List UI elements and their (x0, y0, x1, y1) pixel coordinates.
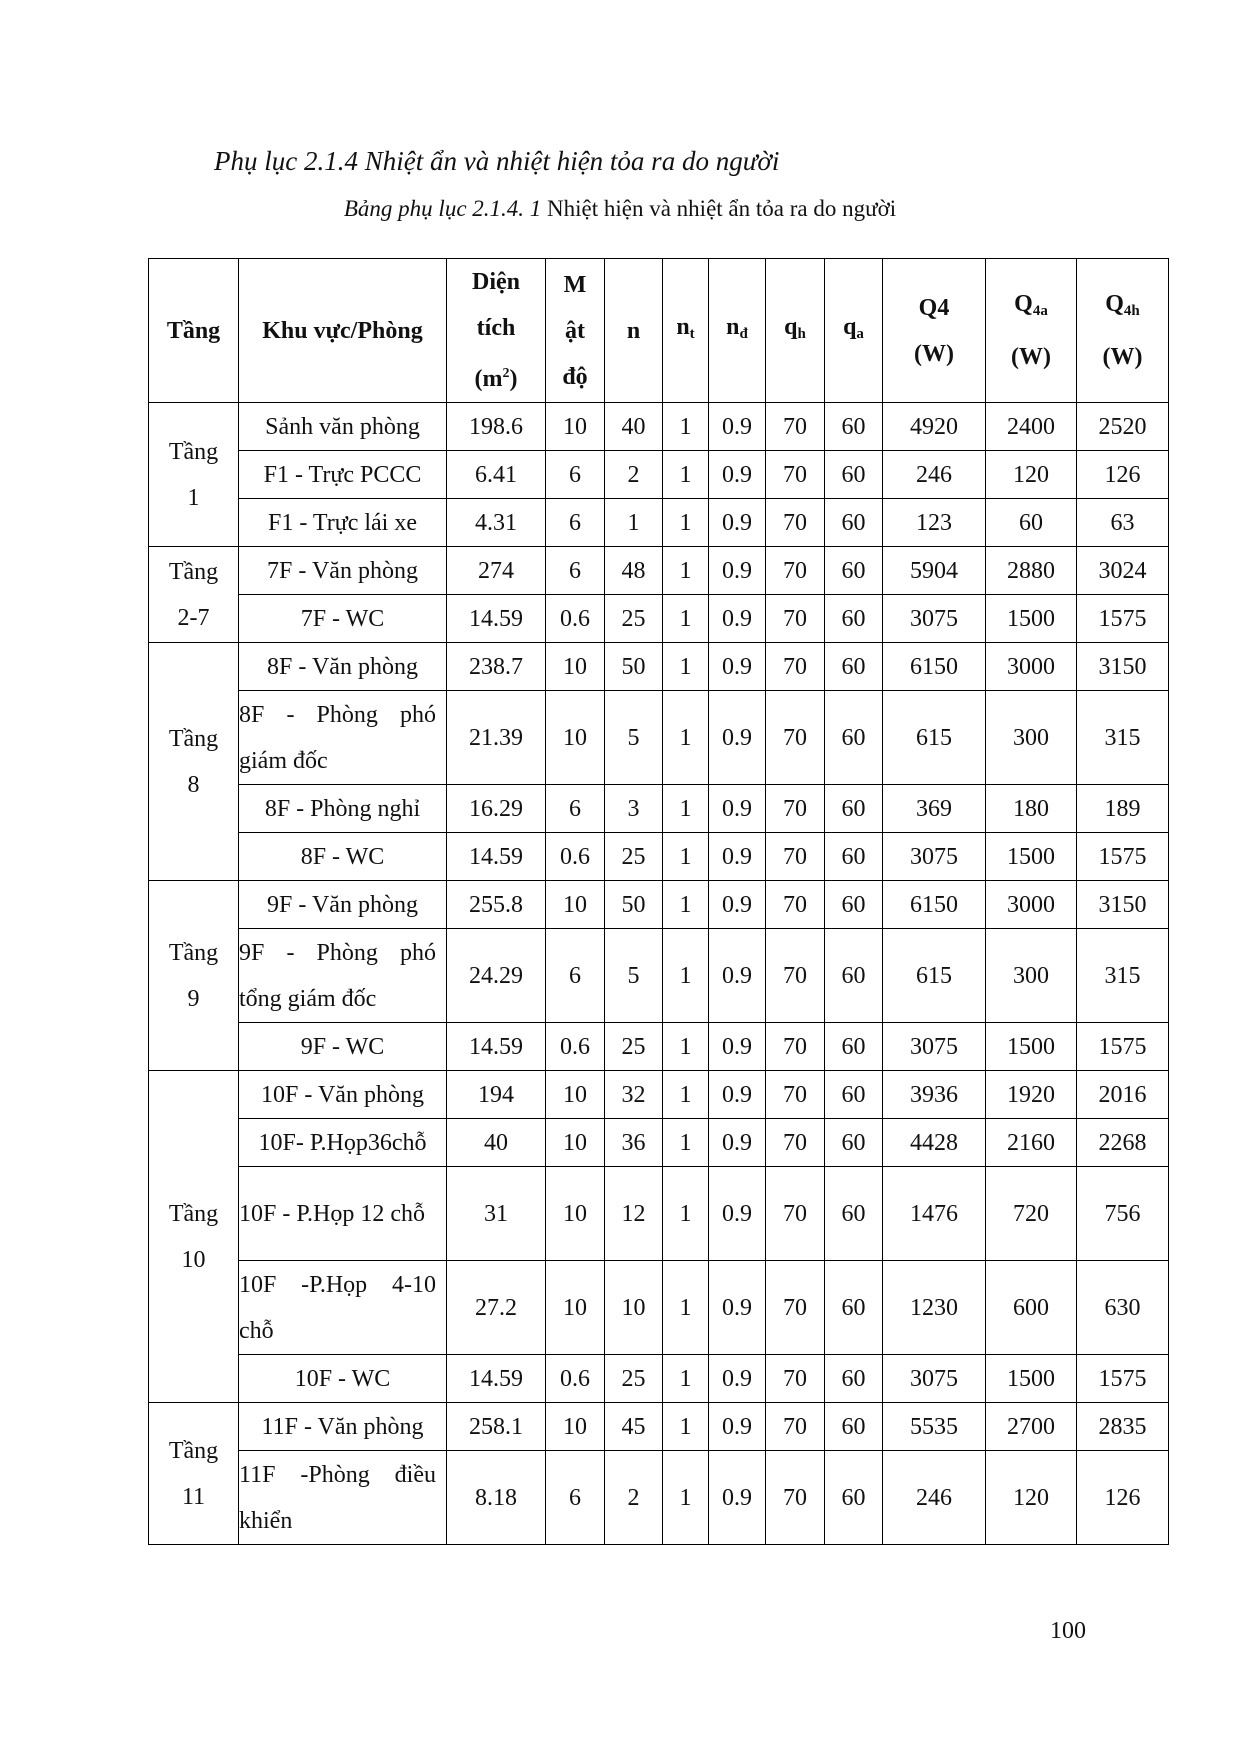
area-cell: 258.1 (447, 1403, 546, 1451)
table-row (149, 1355, 1169, 1403)
area-cell: 27.2 (447, 1261, 546, 1355)
area-cell: 40 (447, 1119, 546, 1167)
qa-cell: 60 (825, 1167, 883, 1261)
nd-cell: 0.9 (709, 499, 766, 547)
area-cell: 21.39 (447, 691, 546, 785)
area-cell: 6.41 (447, 451, 546, 499)
density-cell: 10 (546, 1071, 605, 1119)
room-cell: 10F - Văn phòng (239, 1071, 447, 1119)
density-cell: 10 (546, 1167, 605, 1261)
table-row (149, 881, 1169, 929)
room-cell: 9F - WC (239, 1023, 447, 1071)
q4-cell: 6150 (883, 643, 986, 691)
density-cell: 10 (546, 403, 605, 451)
qa-cell: 60 (825, 1261, 883, 1355)
n-cell: 10 (605, 1261, 663, 1355)
room-cell: 8F - Phòng nghỉ (239, 785, 447, 833)
area-cell: 255.8 (447, 881, 546, 929)
qh-cell: 70 (766, 1451, 825, 1545)
q4-cell: 1476 (883, 1167, 986, 1261)
n-cell: 32 (605, 1071, 663, 1119)
table-row (149, 1167, 1169, 1261)
qa-cell: 60 (825, 929, 883, 1023)
room-cell: Sảnh văn phòng (239, 403, 447, 451)
qh-cell: 70 (766, 547, 825, 595)
room-cell: 7F - WC (239, 595, 447, 643)
table-row (149, 833, 1169, 881)
table-row (149, 643, 1169, 691)
area-cell: 14.59 (447, 1355, 546, 1403)
density-cell: 10 (546, 1261, 605, 1355)
area-cell: 31 (447, 1167, 546, 1261)
table-row (149, 595, 1169, 643)
q4h-cell: 630 (1077, 1261, 1169, 1355)
area-cell: 8.18 (447, 1451, 546, 1545)
room-cell: 10F- P.Họp36chỗ (239, 1119, 447, 1167)
q4-cell: 123 (883, 499, 986, 547)
header-q4: Q4 (W) (883, 259, 986, 403)
qh-cell: 70 (766, 785, 825, 833)
nt-cell: 1 (663, 1451, 709, 1545)
nd-cell: 0.9 (709, 1355, 766, 1403)
density-cell: 6 (546, 499, 605, 547)
nt-cell: 1 (663, 1261, 709, 1355)
table-body (149, 403, 1169, 1545)
n-cell: 50 (605, 881, 663, 929)
nd-cell: 0.9 (709, 403, 766, 451)
table-row (149, 451, 1169, 499)
floor-cell: Tầng 11 (149, 1403, 239, 1545)
nd-cell: 0.9 (709, 691, 766, 785)
qh-cell: 70 (766, 1119, 825, 1167)
room-cell: 7F - Văn phòng (239, 547, 447, 595)
room-cell: 8F - Phòng phó giám đốc (239, 691, 447, 785)
room-cell: F1 - Trực lái xe (239, 499, 447, 547)
density-cell: 0.6 (546, 595, 605, 643)
nd-cell: 0.9 (709, 643, 766, 691)
q4a-cell: 1500 (986, 595, 1077, 643)
q4h-cell: 2268 (1077, 1119, 1169, 1167)
qa-cell: 60 (825, 499, 883, 547)
qa-cell: 60 (825, 643, 883, 691)
nd-cell: 0.9 (709, 547, 766, 595)
q4h-cell: 1575 (1077, 595, 1169, 643)
area-cell: 274 (447, 547, 546, 595)
qa-cell: 60 (825, 1071, 883, 1119)
qh-cell: 70 (766, 1167, 825, 1261)
room-cell: 9F - Văn phòng (239, 881, 447, 929)
qh-cell: 70 (766, 499, 825, 547)
qh-cell: 70 (766, 451, 825, 499)
qa-cell: 60 (825, 691, 883, 785)
density-cell: 6 (546, 929, 605, 1023)
nt-cell: 1 (663, 881, 709, 929)
area-cell: 194 (447, 1071, 546, 1119)
n-cell: 5 (605, 929, 663, 1023)
density-cell: 10 (546, 643, 605, 691)
header-n: n (605, 259, 663, 403)
q4-cell: 4920 (883, 403, 986, 451)
table-row (149, 1403, 1169, 1451)
qa-cell: 60 (825, 1403, 883, 1451)
nt-cell: 1 (663, 1355, 709, 1403)
q4-cell: 246 (883, 1451, 986, 1545)
floor-cell: Tầng 10 (149, 1071, 239, 1403)
n-cell: 3 (605, 785, 663, 833)
qh-cell: 70 (766, 929, 825, 1023)
nd-cell: 0.9 (709, 929, 766, 1023)
qh-cell: 70 (766, 643, 825, 691)
floor-cell: Tầng 9 (149, 881, 239, 1071)
room-cell: 8F - Văn phòng (239, 643, 447, 691)
q4h-cell: 1575 (1077, 1355, 1169, 1403)
table-row (149, 1023, 1169, 1071)
q4-cell: 615 (883, 691, 986, 785)
n-cell: 45 (605, 1403, 663, 1451)
density-cell: 6 (546, 547, 605, 595)
q4a-cell: 600 (986, 1261, 1077, 1355)
room-cell: F1 - Trực PCCC (239, 451, 447, 499)
nd-cell: 0.9 (709, 1119, 766, 1167)
nd-cell: 0.9 (709, 1451, 766, 1545)
q4h-cell: 315 (1077, 691, 1169, 785)
qa-cell: 60 (825, 881, 883, 929)
qa-cell: 60 (825, 833, 883, 881)
header-mat-do: M ật độ (546, 259, 605, 403)
qh-cell: 70 (766, 1023, 825, 1071)
nt-cell: 1 (663, 691, 709, 785)
q4-cell: 369 (883, 785, 986, 833)
area-cell: 16.29 (447, 785, 546, 833)
q4h-cell: 1575 (1077, 833, 1169, 881)
q4h-cell: 63 (1077, 499, 1169, 547)
room-cell: 8F - WC (239, 833, 447, 881)
q4-cell: 5904 (883, 547, 986, 595)
q4-cell: 4428 (883, 1119, 986, 1167)
nt-cell: 1 (663, 643, 709, 691)
q4h-cell: 1575 (1077, 1023, 1169, 1071)
n-cell: 40 (605, 403, 663, 451)
table-row (149, 403, 1169, 451)
q4a-cell: 1920 (986, 1071, 1077, 1119)
room-cell: 10F -P.Họp 4-10 chỗ (239, 1261, 447, 1355)
caption-text: Nhiệt hiện và nhiệt ẩn tỏa ra do người (541, 196, 897, 221)
n-cell: 25 (605, 833, 663, 881)
qa-cell: 60 (825, 403, 883, 451)
nt-cell: 1 (663, 929, 709, 1023)
q4a-cell: 300 (986, 691, 1077, 785)
q4-cell: 5535 (883, 1403, 986, 1451)
nd-cell: 0.9 (709, 881, 766, 929)
table-row (149, 1261, 1169, 1355)
density-cell: 10 (546, 1119, 605, 1167)
header-tang: Tầng (149, 259, 239, 403)
q4-cell: 3075 (883, 1355, 986, 1403)
qh-cell: 70 (766, 691, 825, 785)
nd-cell: 0.9 (709, 833, 766, 881)
n-cell: 25 (605, 1023, 663, 1071)
header-khu-vuc: Khu vực/Phòng (239, 259, 447, 403)
q4a-cell: 1500 (986, 833, 1077, 881)
nd-cell: 0.9 (709, 595, 766, 643)
q4h-cell: 126 (1077, 451, 1169, 499)
q4h-cell: 3150 (1077, 881, 1169, 929)
q4h-cell: 2835 (1077, 1403, 1169, 1451)
q4-cell: 3075 (883, 1023, 986, 1071)
q4a-cell: 3000 (986, 881, 1077, 929)
q4a-cell: 120 (986, 451, 1077, 499)
n-cell: 5 (605, 691, 663, 785)
area-cell: 198.6 (447, 403, 546, 451)
caption-label: Bảng phụ lục 2.1.4. 1 (343, 196, 542, 221)
area-cell: 14.59 (447, 1023, 546, 1071)
header-row (149, 259, 1169, 403)
section-heading: Phụ lục 2.1.4 Nhiệt ẩn và nhiệt hiện tỏa ra do người (214, 146, 780, 176)
q4h-cell: 315 (1077, 929, 1169, 1023)
nt-cell: 1 (663, 403, 709, 451)
area-cell: 4.31 (447, 499, 546, 547)
qh-cell: 70 (766, 833, 825, 881)
nd-cell: 0.9 (709, 785, 766, 833)
header-nt: $n_t$ (663, 259, 709, 403)
area-cell: 238.7 (447, 643, 546, 691)
density-cell: 6 (546, 785, 605, 833)
header-q4a: $Q_{4a}$ (W) (986, 259, 1077, 403)
table-row (149, 785, 1169, 833)
n-cell: 25 (605, 1355, 663, 1403)
density-cell: 6 (546, 451, 605, 499)
nd-cell: 0.9 (709, 1403, 766, 1451)
floor-cell: Tầng 1 (149, 403, 239, 547)
n-cell: 2 (605, 451, 663, 499)
density-cell: 6 (546, 1451, 605, 1545)
qa-cell: 60 (825, 1023, 883, 1071)
area-cell: 14.59 (447, 833, 546, 881)
floor-cell: Tầng 8 (149, 643, 239, 881)
qh-cell: 70 (766, 595, 825, 643)
qh-cell: 70 (766, 1071, 825, 1119)
q4a-cell: 120 (986, 1451, 1077, 1545)
qh-cell: 70 (766, 881, 825, 929)
nt-cell: 1 (663, 1403, 709, 1451)
nd-cell: 0.9 (709, 1023, 766, 1071)
q4a-cell: 2400 (986, 403, 1077, 451)
qh-cell: 70 (766, 1261, 825, 1355)
table-row (149, 547, 1169, 595)
floor-cell: Tầng 2-7 (149, 547, 239, 643)
q4a-cell: 180 (986, 785, 1077, 833)
heat-table (148, 258, 1169, 1545)
header-qh: $q_h$ (766, 259, 825, 403)
q4h-cell: 189 (1077, 785, 1169, 833)
nt-cell: 1 (663, 451, 709, 499)
q4-cell: 3936 (883, 1071, 986, 1119)
table-row (149, 691, 1169, 785)
room-cell: 10F - P.Họp 12 chỗ (239, 1167, 447, 1261)
density-cell: 10 (546, 881, 605, 929)
qa-cell: 60 (825, 547, 883, 595)
header-nd: $n_đ$ (709, 259, 766, 403)
q4a-cell: 2880 (986, 547, 1077, 595)
q4-cell: 3075 (883, 595, 986, 643)
nd-cell: 0.9 (709, 451, 766, 499)
room-cell: 11F - Văn phòng (239, 1403, 447, 1451)
qa-cell: 60 (825, 1355, 883, 1403)
qa-cell: 60 (825, 785, 883, 833)
q4-cell: 246 (883, 451, 986, 499)
density-cell: 0.6 (546, 833, 605, 881)
n-cell: 48 (605, 547, 663, 595)
qh-cell: 70 (766, 403, 825, 451)
q4-cell: 3075 (883, 833, 986, 881)
q4a-cell: 300 (986, 929, 1077, 1023)
nt-cell: 1 (663, 785, 709, 833)
nt-cell: 1 (663, 547, 709, 595)
table-caption (0, 196, 1240, 222)
density-cell: 0.6 (546, 1023, 605, 1071)
header-dien-tich: Diện tích $(m^2)$ (447, 259, 546, 403)
table-row (149, 1119, 1169, 1167)
q4a-cell: 1500 (986, 1023, 1077, 1071)
nt-cell: 1 (663, 1023, 709, 1071)
n-cell: 12 (605, 1167, 663, 1261)
header-qa: $q_a$ (825, 259, 883, 403)
n-cell: 1 (605, 499, 663, 547)
q4a-cell: 2700 (986, 1403, 1077, 1451)
nd-cell: 0.9 (709, 1167, 766, 1261)
qa-cell: 60 (825, 451, 883, 499)
nt-cell: 1 (663, 499, 709, 547)
q4h-cell: 3150 (1077, 643, 1169, 691)
table-row (149, 499, 1169, 547)
n-cell: 50 (605, 643, 663, 691)
qh-cell: 70 (766, 1355, 825, 1403)
q4h-cell: 3024 (1077, 547, 1169, 595)
qa-cell: 60 (825, 1119, 883, 1167)
q4-cell: 6150 (883, 881, 986, 929)
q4a-cell: 60 (986, 499, 1077, 547)
nd-cell: 0.9 (709, 1071, 766, 1119)
q4h-cell: 2520 (1077, 403, 1169, 451)
n-cell: 25 (605, 595, 663, 643)
n-cell: 36 (605, 1119, 663, 1167)
qa-cell: 60 (825, 595, 883, 643)
nt-cell: 1 (663, 595, 709, 643)
page-number: 100 (1050, 1618, 1086, 1644)
nt-cell: 1 (663, 1119, 709, 1167)
density-cell: 0.6 (546, 1355, 605, 1403)
table-row (149, 1071, 1169, 1119)
q4h-cell: 756 (1077, 1167, 1169, 1261)
nt-cell: 1 (663, 833, 709, 881)
area-cell: 24.29 (447, 929, 546, 1023)
q4-cell: 1230 (883, 1261, 986, 1355)
q4a-cell: 720 (986, 1167, 1077, 1261)
room-cell: 10F - WC (239, 1355, 447, 1403)
nd-cell: 0.9 (709, 1261, 766, 1355)
q4h-cell: 126 (1077, 1451, 1169, 1545)
q4a-cell: 3000 (986, 643, 1077, 691)
qa-cell: 60 (825, 1451, 883, 1545)
nt-cell: 1 (663, 1071, 709, 1119)
nt-cell: 1 (663, 1167, 709, 1261)
q4a-cell: 2160 (986, 1119, 1077, 1167)
table-row (149, 929, 1169, 1023)
area-cell: 14.59 (447, 595, 546, 643)
table-row (149, 1451, 1169, 1545)
room-cell: 9F - Phòng phó tổng giám đốc (239, 929, 447, 1023)
header-q4h: $Q_{4h}$ (W) (1077, 259, 1169, 403)
qh-cell: 70 (766, 1403, 825, 1451)
density-cell: 10 (546, 691, 605, 785)
q4h-cell: 2016 (1077, 1071, 1169, 1119)
density-cell: 10 (546, 1403, 605, 1451)
q4a-cell: 1500 (986, 1355, 1077, 1403)
room-cell: 11F -Phòng điều khiển (239, 1451, 447, 1545)
n-cell: 2 (605, 1451, 663, 1545)
q4-cell: 615 (883, 929, 986, 1023)
